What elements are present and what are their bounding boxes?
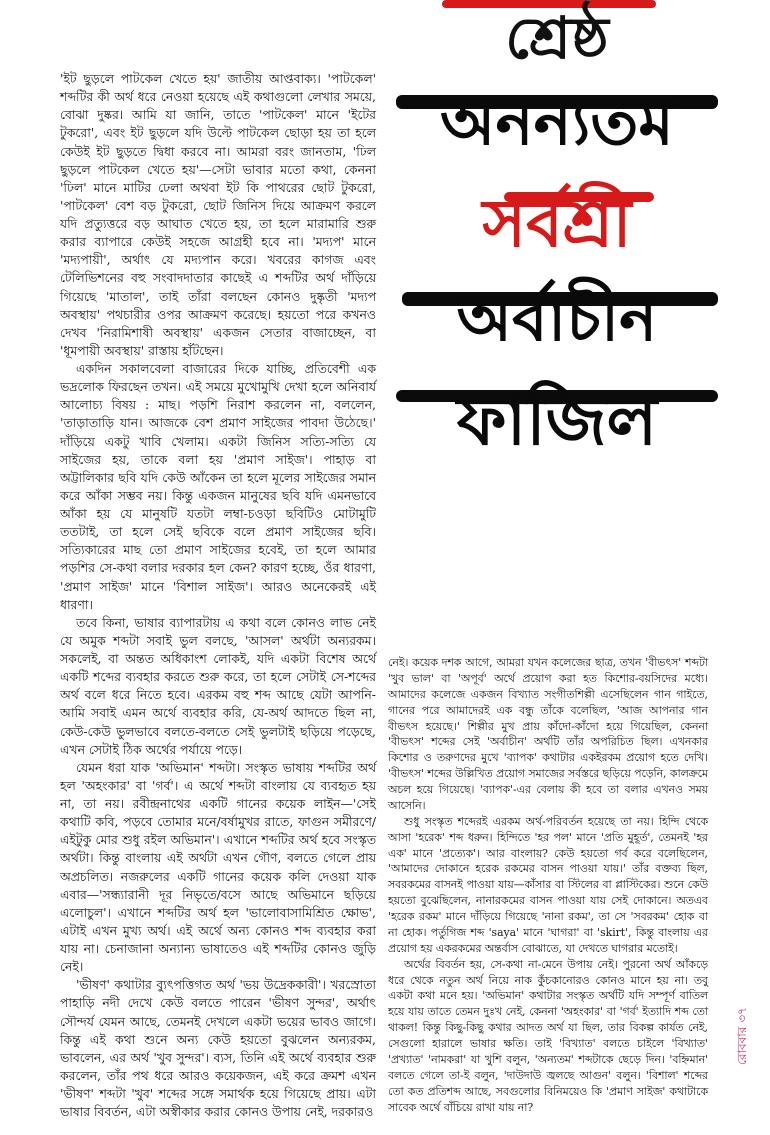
paragraph: একদিন সকালবেলা বাজারের দিকে যাচ্ছি, প্রতিবেশী এক ভদ্রলোক ফিরছেন তখন। এই সময়ে মুখোমুখি দেখা হলে অনিবার্য আলোচ্য বিষয় : মাছ। পড়শি নিরাশ করলেন না, বললেন, 'তাড়াতাড়ি যান। আজকে বেশ প্রমাণ সাইজের পাবদা উঠেছে।' দাঁড়িয়ে একটু খাবি খেলাম। একটা জিনিস সত্যি-সত্যি যে সাইজের হয়, তাকে বলা হয় 'প্রমাণ সাইজ'। পাহাড় বা অট্টালিকার ছবি যদি কেউ আঁকেন তা হলে মূলের সাইজের সমান করে আঁকা সম্ভব নয়। কিন্তু একজন মানুষের ছবি যদি এমনভাবে আঁকা হয় যে মানুষটি যতটা লম্বা-চওড়া ছবিটিও মোটামুটি ততটাই, তা হলে সেই ছবিকে বলে প্রমাণ সাইজের ছবি। সত্যিকারের মাছ তো প্রমাণ সাইজের হবেই, তা হলে আমার পড়শির সে-কথা বলার দরকার হল কেন? কারণ হচ্ছে, ওঁর ধারণা, 'প্রমাণ সাইজ' মানে 'বিশাল সাইজ'। আরও অনেকেরই এই ধারণা।: [60, 361, 376, 612]
title-word-1: শ্রেষ্ঠ: [505, 4, 609, 72]
paragraph: যেমন ধরা যাক 'অভিমান' শব্দটা। সংস্কৃত ভাষায় শব্দটির অর্থ হল 'অহংকার' বা 'গর্ব'। এ অর্থে শব্দটা বাংলায় যে ব্যবহৃত হয় না, তা নয়। রবীন্দ্রনাথের একটি গানের কয়েক লাইন—'সেই কথাটি কবি, পড়বে তোমার মনে/বর্ষামুখর রাতে, ফাগুন সমীরণে/এইটুকু মোর শুধু রইল অভিমান'। এখানে শব্দটির অর্থ হবে সংস্কৃত অর্থটা। কিন্তু বাংলায় এই অর্থটা এখন গৌণ, বলতে গেলে প্রায় অপ্রচলিত। নজরুলের একটি গানের কয়েক কলি দেওয়া যাক এবার—'সন্ধ্যারানী দূর নিভৃতে/বসে আছে অভিমানে ছড়িয়ে এলোচুল'। এখানে শব্দটির অর্থ হল 'ভালোবাসামিশ্রিত ক্ষোভ', এটাই এখন মুখ্য অর্থ। এই অর্থে অন্য কোনও শব্দ ব্যবহার করা যায় না। চেনাজানা অন্যান্য ভাষাতেও এই শব্দটির কোনও জুড়ি নেই।: [60, 759, 376, 975]
paragraph: তবে কিনা, ভাষার ব্যাপারটায় এ কথা বলে কোনও লাভ নেই যে অমুক শব্দটা সবাই ভুল বলছে, 'আসল' অর্থটা অন্যরকম। সকলেই, বা অন্তত অধিকাংশ লোকই, যদি একটা বিশেষ অর্থে একটি শব্দের ব্যবহার করতে শুরু করে, তা হলে সেটাই সে-শব্দের অর্থ বলে ধরে নিতে হবে। এরকম বহু শব্দ আছে যেটা আপনি-আমি সবাই এমন অর্থে ব্যবহার করি, যে-অর্থ আদতে ছিল না, কেউ-কেউ ভুলভাবে বলতে-বলতে সেই ভুলটাই ছড়িয়ে পড়েছে, এখন সেটাই ঠিক অর্থের পর্যায়ে পড়ে।: [60, 614, 376, 757]
right-text-column: [388, 655, 708, 1115]
paragraph: শুধু সংস্কৃত শব্দেরই এরকম অর্থ-পরিবর্তন হয়েছে তা নয়। হিন্দি থেকে আসা 'হরেক' শব্দ ধরুন। হিন্দিতে 'হর পল' মানে 'প্রতি মুহূর্ত', তেমনই 'হর এক' মানে 'প্রত্যেক'। আর বাংলায়? কেউ হয়তো গর্ব করে বলেছিলেন, 'আমাদের দোকানে হরেক রকমের বাসন পাওয়া যায়।' তাঁর বক্তব্য ছিল, সবরকমের বাসনই পাওয়া যায়—কাঁসার বা স্টিলের বা প্লাস্টিকের। শুনে কেউ হয়তো বুঝেছিলেন, নানারকমের বাসন পাওয়া যায় সেই দোকানে। অতএব 'হরেক রকম' মানে দাঁড়িয়ে গিয়েছে 'নানা রকম', তা সে 'সবরকম' হোক বা না হোক। পর্তুগিজ শব্দ 'saya' মানে 'ঘাগরা' বা 'skirt', কিন্তু বাংলায় এর প্রয়োগ হয় একরকমের অন্তর্বাস বোঝাতে, যা দেখতে ঘাগরার মতোই।: [388, 814, 708, 955]
title-word-3: সর্বশ্রী: [482, 185, 632, 262]
title-word-4: অর্বাচীন: [456, 282, 658, 356]
left-text-column: [60, 70, 376, 1121]
title-word-art: [396, 0, 718, 461]
title-word-5: ফাজিল: [456, 382, 658, 461]
page-footer: রোববার ৩৭: [735, 1007, 749, 1065]
paragraph: 'ভীষণ' কথাটার ব্যুৎপত্তিগত অর্থ 'ভয় উদ্রেককারী'। খরস্রোতা পাহাড়ি নদী দেখে কেউ বলতে পারেন 'ভীষণ সুন্দর', অর্থাৎ সৌন্দর্য যেমন আছে, তেমনই দেখলে একটা ভয়ের ভাবও জাগে। কিন্তু এই কথা শুনে অন্য কেউ হয়তো বুঝলেন অন্যরকম, ভাবলেন, এর অর্থ 'খুব সুন্দর'। ব্যস, তিনি এই অর্থে ব্যবহার শুরু করলেন, তাঁর পথ ধরে আরও কয়েকজন, এই করে ক্রমশ এখন 'ভীষণ' শব্দটা 'খুব' শব্দের সঙ্গে সমার্থক হয়ে গিয়েছে প্রায়। এটা ভাষার বিবর্তন, এটা অস্বীকার করার কোনও উপায় নেই, দরকারও: [60, 977, 376, 1120]
paragraph: নেই। কয়েক দশক আগে, আমরা যখন কলেজের ছাত্র, তখন 'বীভৎস' শব্দটা 'খুব ভাল' বা 'অপূর্ব' অর্থে প্রয়োগ করা হত কিশোর-বয়সিদের মধ্যে। আমাদের কলেজে একজন বিখ্যাত সংগীতশিল্পী এসেছিলেন গান গাইতে, গানের পরে আমাদেরই এক বন্ধু তাঁকে বলেছিল, 'আজ আপনার গান বীভৎস হয়েছে।' শিল্পীর মুখ প্রায় কাঁদো-কাঁদো হয়ে গিয়েছিল, কেননা 'বীভৎস' শব্দের সেই 'অর্বাচীন' অর্থটি তাঁর অপরিচিত ছিল। এখনকার কিশোর ও তরুণদের মুখে 'ব্যাপক' কথাটার একইরকম প্রয়োগ হতে দেখি। 'বীভৎস' শব্দের উল্লিখিত প্রয়োগ সমাজের সর্বস্তরে ছড়িয়ে পড়েনি, কালক্রমে অচল হয়ে গিয়েছে। 'ব্যাপক'-এর বেলায় কী হবে তা বলার এখনও সময় আসেনি।: [388, 656, 708, 812]
title-word-2: অনন্যতম: [440, 86, 674, 160]
paragraph: 'ইট ছুড়লে পাটকেল খেতে হয়' জাতীয় আপ্তবাক্য। 'পাটকেল' শব্দটির কী অর্থ ধরে নেওয়া হয়েছে এই কথাগুলো লেখার সময়ে, বোঝা দুষ্কর। আমি যা জানি, তাতে 'পাটকেল' মানে 'ইটের টুকরো', এবং ইট ছুড়লে যদি উল্টে পাটকেল ছোড়া হয় তা হলে কেউই ইট ছুড়তে দ্বিধা করবে না। আমরা বরং জানতাম, 'ঢিল ছুড়লে পাটকেল খেতে হয়'—সেটা ভাবার মতো কথা, কেননা 'ঢিল' মানে মাটির ঢেলা অথবা ইট কি পাথরের ছোট টুকরো, 'পাটকেল' বেশ বড় টুকরো, ছোট জিনিস দিয়ে আক্রমণ করলে যদি প্রত্যুত্তরে বড় আঘাত খেতে হয়, তা হলে মারামারি শুরু করার ব্যাপারে কেউই সহজে আগ্রহী হবে না। 'মদ্যপ' মানে 'মদ্যপায়ী', অর্থাৎ যে মদ্যপান করে। খবরের কাগজ এবং টেলিভিশনের বহু সংবাদদাতার কাছেই এ শব্দটির অর্থ দাঁড়িয়ে গিয়েছে 'মাতাল', তাই তাঁরা বলছেন কোনও দুষ্কৃতী 'মদ্যপ অবস্থায়' পথচারীর ওপর আক্রমণ করেছে। হয়তো পরে কখনও দেখব 'নিরামিশাষী অবস্থায়' একজন সেতার বাজাচ্ছেন, বা 'ধূমপায়ী অবস্থায়' রাস্তায় হাঁটছেন।: [60, 71, 376, 358]
paragraph: অর্থের বিবর্তন হয়, সে-কথা না-মেনে উপায় নেই। পুরনো অর্থ আঁকড়ে ধরে থেকে নতুন অর্থ নিয়ে নাক কুঁচকানোরও কোনও মানে হয় না। তবু একটা কথা মনে হয়। 'অভিমান' কথাটার সংস্কৃত অর্থটি যদি সম্পূর্ণ বাতিল হয়ে যায় তাতে তেমন দুঃখ নেই, কেননা 'অহংকার' বা 'গর্ব' ইত্যাদি শব্দ তো থাকল! কিন্তু কিছু-কিছু কথার আদত অর্থ যা ছিল, তার বিকল্প কার্যত নেই, সেগুলো হারালে ভাষার ক্ষতি। তাই 'বিখ্যাত' বলতে চাইলে 'বিখ্যাত' 'প্রখ্যাত' 'নামকরা' যা খুশি বলুন, 'অন্যতম' শব্দটাকে ছেড়ে দিন। 'বহ্নিমান' বলতে গেলে তা-ই বলুন, 'দাউদাউ জ্বলছে আগুন' বলুন। 'বিশাল' শব্দের তো কত প্রতিশব্দ আছে, সবগুলোর বিনিময়েও কি 'প্রমাণ সাইজ' কথাটাকে সাবেক অর্থে বাঁচিয়ে রাখা যায় না?: [388, 957, 708, 1114]
